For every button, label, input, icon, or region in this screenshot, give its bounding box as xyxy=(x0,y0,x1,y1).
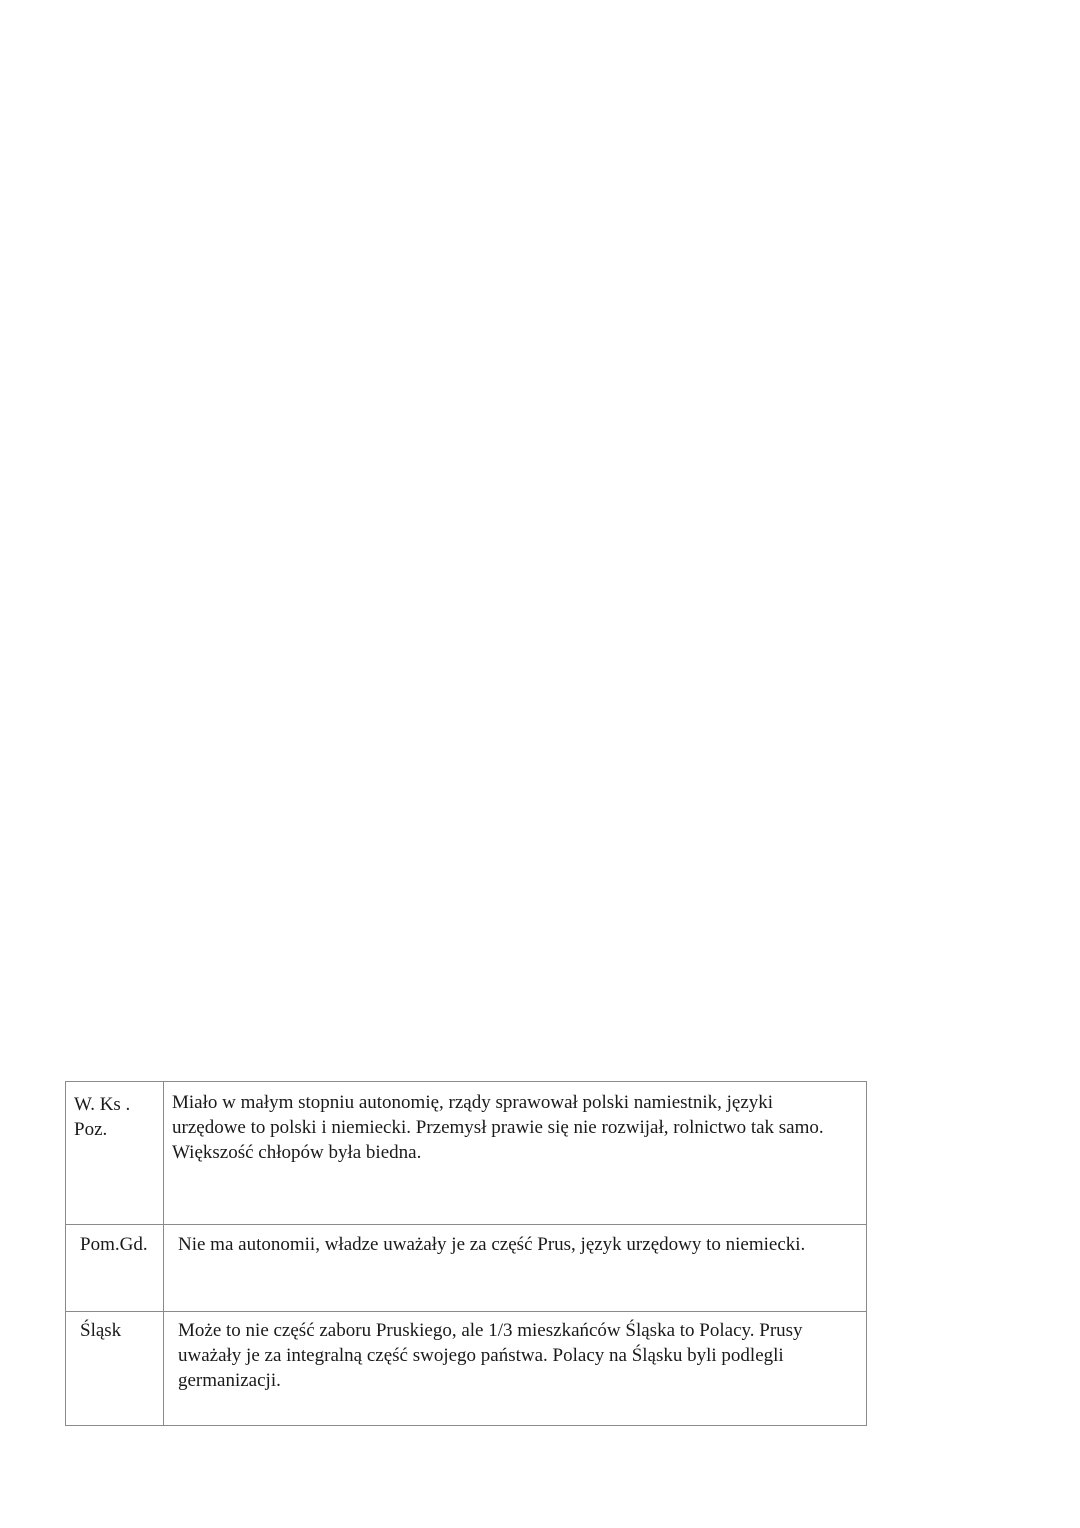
region-description-cell xyxy=(164,1082,867,1225)
region-label-line: W. Ks . xyxy=(74,1094,131,1115)
region-label-line: Poz. xyxy=(74,1119,108,1140)
region-description-cell xyxy=(164,1312,867,1426)
region-description-cell xyxy=(164,1225,867,1312)
region-description: Nie ma autonomii, władze uważały je za część Prus, język urzędowy to niemiecki. xyxy=(178,1234,806,1255)
region-description: Miało w małym stopniu autonomię, rządy sprawował polski namiestnik, języki urzędowe to polski i niemiecki. Przemysł prawie się nie rozwijał, rolnictwo tak samo. Większość chłopów była biedna. xyxy=(172,1092,824,1163)
region-label-cell xyxy=(66,1312,164,1426)
region-label-line: Śląsk xyxy=(80,1320,122,1341)
region-label-cell xyxy=(66,1225,164,1312)
region-label-cell xyxy=(66,1082,164,1225)
partition-regions-table xyxy=(65,1081,867,1426)
table-row xyxy=(66,1225,867,1312)
table-row xyxy=(66,1312,867,1426)
table-row xyxy=(66,1082,867,1225)
region-label-line: Pom.Gd. xyxy=(80,1234,148,1255)
region-description: Może to nie część zaboru Pruskiego, ale 1/3 mieszkańców Śląska to Polacy. Prusy uważały je za integralną część swojego państwa. Polacy na Śląsku byli podlegli germanizacji. xyxy=(178,1320,803,1391)
